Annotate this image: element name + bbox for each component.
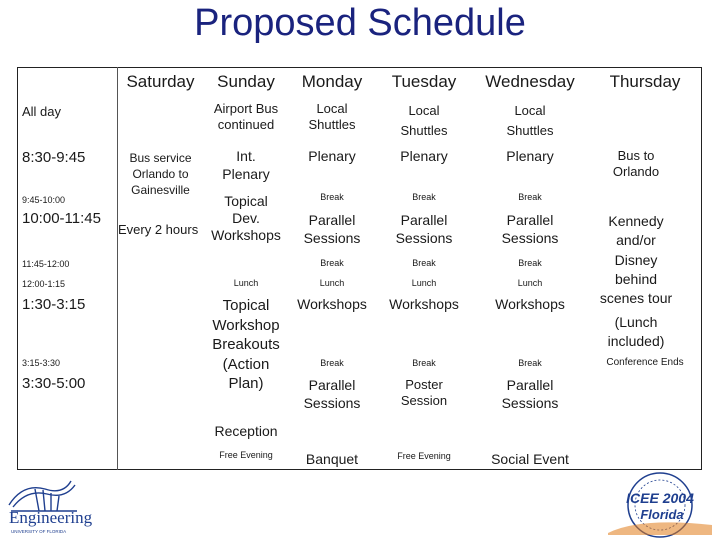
monday-break-2: Break [320,258,344,268]
wednesday-social-event: Social Event [491,451,569,467]
sunday-int-plenary-line: Plenary [222,165,270,182]
day-header-thursday: Thursday [609,72,681,91]
wednesday-break-3: Break [518,358,542,368]
day-header-monday: Monday [301,72,363,91]
wednesday-local-shuttles-line: Local [514,103,546,118]
time-0945: 9:45-10:00 [22,195,66,205]
thursday-kennedy-tour [588,212,684,309]
sunday-airport-bus-line: Airport Bus [213,101,279,116]
tuesday-parallel-sessions [376,212,472,247]
thursday-kennedy-line: and/or [616,232,656,249]
icee-2004-logo [600,467,715,539]
wednesday-parallel-sessions-2 [472,377,588,412]
sunday-lunch: Lunch [233,278,259,288]
tuesday-parallel-line: Sessions [395,229,453,246]
wednesday-local-shuttles-line: Shuttles [506,123,554,139]
thursday-conference-ends: Conference Ends [606,357,684,368]
time-0830: 8:30-9:45 [22,149,86,166]
logo-icee-text: ICEE 2004 [626,490,694,506]
tuesday-parallel-line: Parallel [400,212,448,228]
wednesday-parallel-line: Sessions [501,229,559,246]
thursday-kennedy-line: behind [614,270,658,287]
tuesday-free-evening: Free Evening [397,451,451,461]
logo-university-text: UNIVERSITY OF FLORIDA [11,529,67,534]
wednesday-parallel-sessions-1 [472,212,588,247]
wednesday-workshops: Workshops [495,296,565,312]
tuesday-poster-session [376,377,472,410]
wednesday-break-2: Break [518,258,542,268]
time-0130: 1:30-3:15 [22,296,86,313]
thursday-lunch-included [588,313,684,352]
monday-parallel-line: Parallel [308,212,356,228]
time-1145: 11:45-12:00 [22,259,70,269]
tuesday-break-3: Break [412,358,436,368]
time-1200: 12:00-1:15 [22,279,66,289]
sunday-reception: Reception [214,423,278,439]
column-divider [117,67,118,470]
monday-local-shuttles-line: Shuttles [308,117,356,133]
monday-local-shuttles [288,101,376,134]
monday-break-1: Break [320,192,344,202]
wednesday-local-shuttles [472,101,588,141]
thursday-lunch-line: included) [607,333,665,350]
sunday-topical-workshop-line: (Action [222,355,270,373]
thursday-kennedy-line: Disney [614,251,658,268]
tuesday-poster-line: Session [400,393,448,409]
wednesday-plenary: Plenary [506,148,554,164]
sunday-airport-bus [204,101,288,134]
monday-parallel-line: Sessions [303,394,361,411]
day-header-tuesday: Tuesday [391,72,457,91]
thursday-lunch-line: (Lunch [614,314,658,330]
tuesday-lunch: Lunch [411,278,437,288]
sunday-topical-workshop-line: Plan) [228,375,264,392]
time-all-day: All day [22,104,62,119]
monday-plenary: Plenary [308,148,356,164]
uf-engineering-logo [5,475,100,537]
tuesday-local-shuttles [376,101,472,141]
thursday-bus-line: Orlando [612,164,660,180]
sunday-int-plenary-line: Int. [236,148,256,164]
day-header-sunday: Sunday [217,72,275,91]
sunday-topical-dev [204,193,288,243]
saturday-bus-service-line: Bus service [129,151,192,165]
thursday-kennedy-line: Kennedy [608,213,664,229]
monday-parallel-line: Sessions [303,229,361,246]
saturday-bus-service-line: Orlando to [132,167,189,182]
tuesday-local-shuttles-line: Shuttles [400,123,448,139]
wednesday-lunch: Lunch [517,278,543,288]
monday-local-shuttles-line: Local [316,101,348,116]
monday-parallel-sessions-1 [288,212,376,247]
day-header-saturday: Saturday [126,72,195,91]
tuesday-plenary: Plenary [400,148,448,164]
sunday-topical-workshop-line: Topical [222,297,270,314]
saturday-every-2-hours: Every 2 hours [118,222,199,237]
logo-florida-text: Florida [640,507,684,522]
tuesday-workshops: Workshops [389,296,459,312]
sunday-topical-dev-line: Topical [224,193,268,209]
sunday-int-plenary [204,148,288,183]
saturday-bus-service-line: Gainesville [131,183,190,198]
tuesday-break-1: Break [412,192,436,202]
page-title: Proposed Schedule [194,2,526,44]
monday-banquet: Banquet [305,451,359,467]
day-header-wednesday: Wednesday [485,72,575,91]
saturday-bus-service [117,150,204,199]
monday-parallel-sessions-2 [288,377,376,412]
sunday-topical-workshop-line: Workshop [212,316,280,334]
monday-lunch: Lunch [319,278,345,288]
monday-break-3: Break [320,358,344,368]
sunday-topical-dev-line: Dev. [232,209,260,226]
monday-workshops: Workshops [297,296,367,312]
thursday-bus-to-orlando [588,148,684,181]
wednesday-parallel-line: Parallel [506,377,554,393]
thursday-bus-line: Bus to [617,148,655,163]
wednesday-parallel-line: Parallel [506,212,554,228]
sunday-airport-bus-line: continued [217,117,275,133]
tuesday-break-2: Break [412,258,436,268]
logo-engineering-text: Engineering [9,508,93,527]
tuesday-local-shuttles-line: Local [408,103,440,118]
monday-parallel-line: Parallel [308,377,356,393]
sunday-topical-dev-line: Workshops [211,226,281,243]
sunday-free-evening: Free Evening [219,450,273,460]
sunday-topical-workshop [204,296,288,394]
time-0315: 3:15-3:30 [22,358,61,368]
thursday-kennedy-line: scenes tour [599,290,673,307]
wednesday-break-1: Break [518,192,542,202]
tuesday-poster-line: Poster [405,377,443,392]
sunday-topical-workshop-line: Breakouts [212,336,280,353]
time-1000: 10:00-11:45 [22,210,101,227]
time-0330: 3:30-5:00 [22,375,86,392]
wednesday-parallel-line: Sessions [501,394,559,411]
